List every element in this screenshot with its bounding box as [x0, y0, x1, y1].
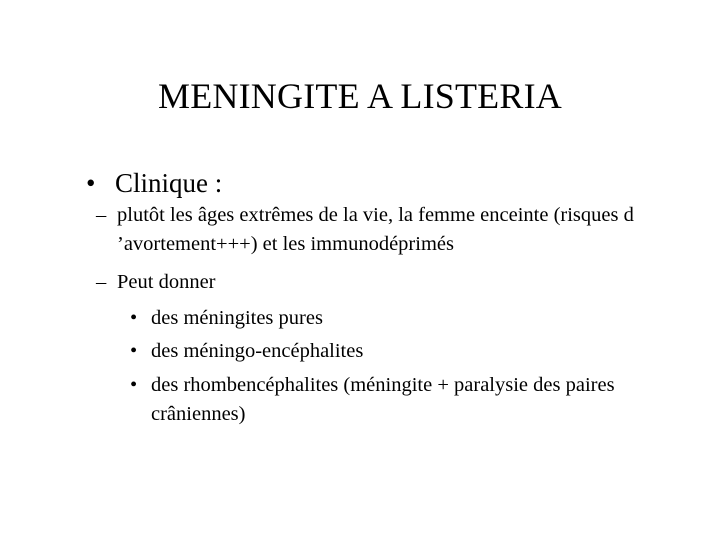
subitem-population	[96, 201, 656, 259]
subitem-peut-donner	[96, 268, 656, 297]
bullet-marker: •	[130, 307, 138, 329]
subitem-population-text: plutôt les âges extrêmes de la vie, la femme enceinte (risques d ’avortement+++) et les immunodéprimés	[117, 204, 634, 255]
dash-marker: –	[96, 271, 107, 293]
subitem-peut-donner-text: Peut donner	[117, 271, 216, 293]
sub-subitem-text: des méningo-encéphalites	[151, 340, 364, 362]
bullet-marker: •	[130, 374, 138, 396]
sub-subitem-text: des rhombencéphalites (méningite + paralysie des paires crâniennes)	[151, 374, 615, 425]
sub-subitem-text: des méningites pures	[151, 307, 323, 329]
sub-subitem-meningites	[130, 304, 650, 333]
slide-title: MENINGITE A LISTERIA	[158, 76, 562, 116]
bullet-marker: •	[130, 340, 138, 362]
bullet-marker: •	[86, 168, 96, 198]
bullet-clinique	[86, 166, 222, 200]
sub-subitem-encephalites	[130, 337, 650, 366]
sub-subitem-rhombencephalites	[130, 371, 650, 429]
bullet-heading: Clinique :	[115, 168, 223, 198]
dash-marker: –	[96, 204, 107, 226]
